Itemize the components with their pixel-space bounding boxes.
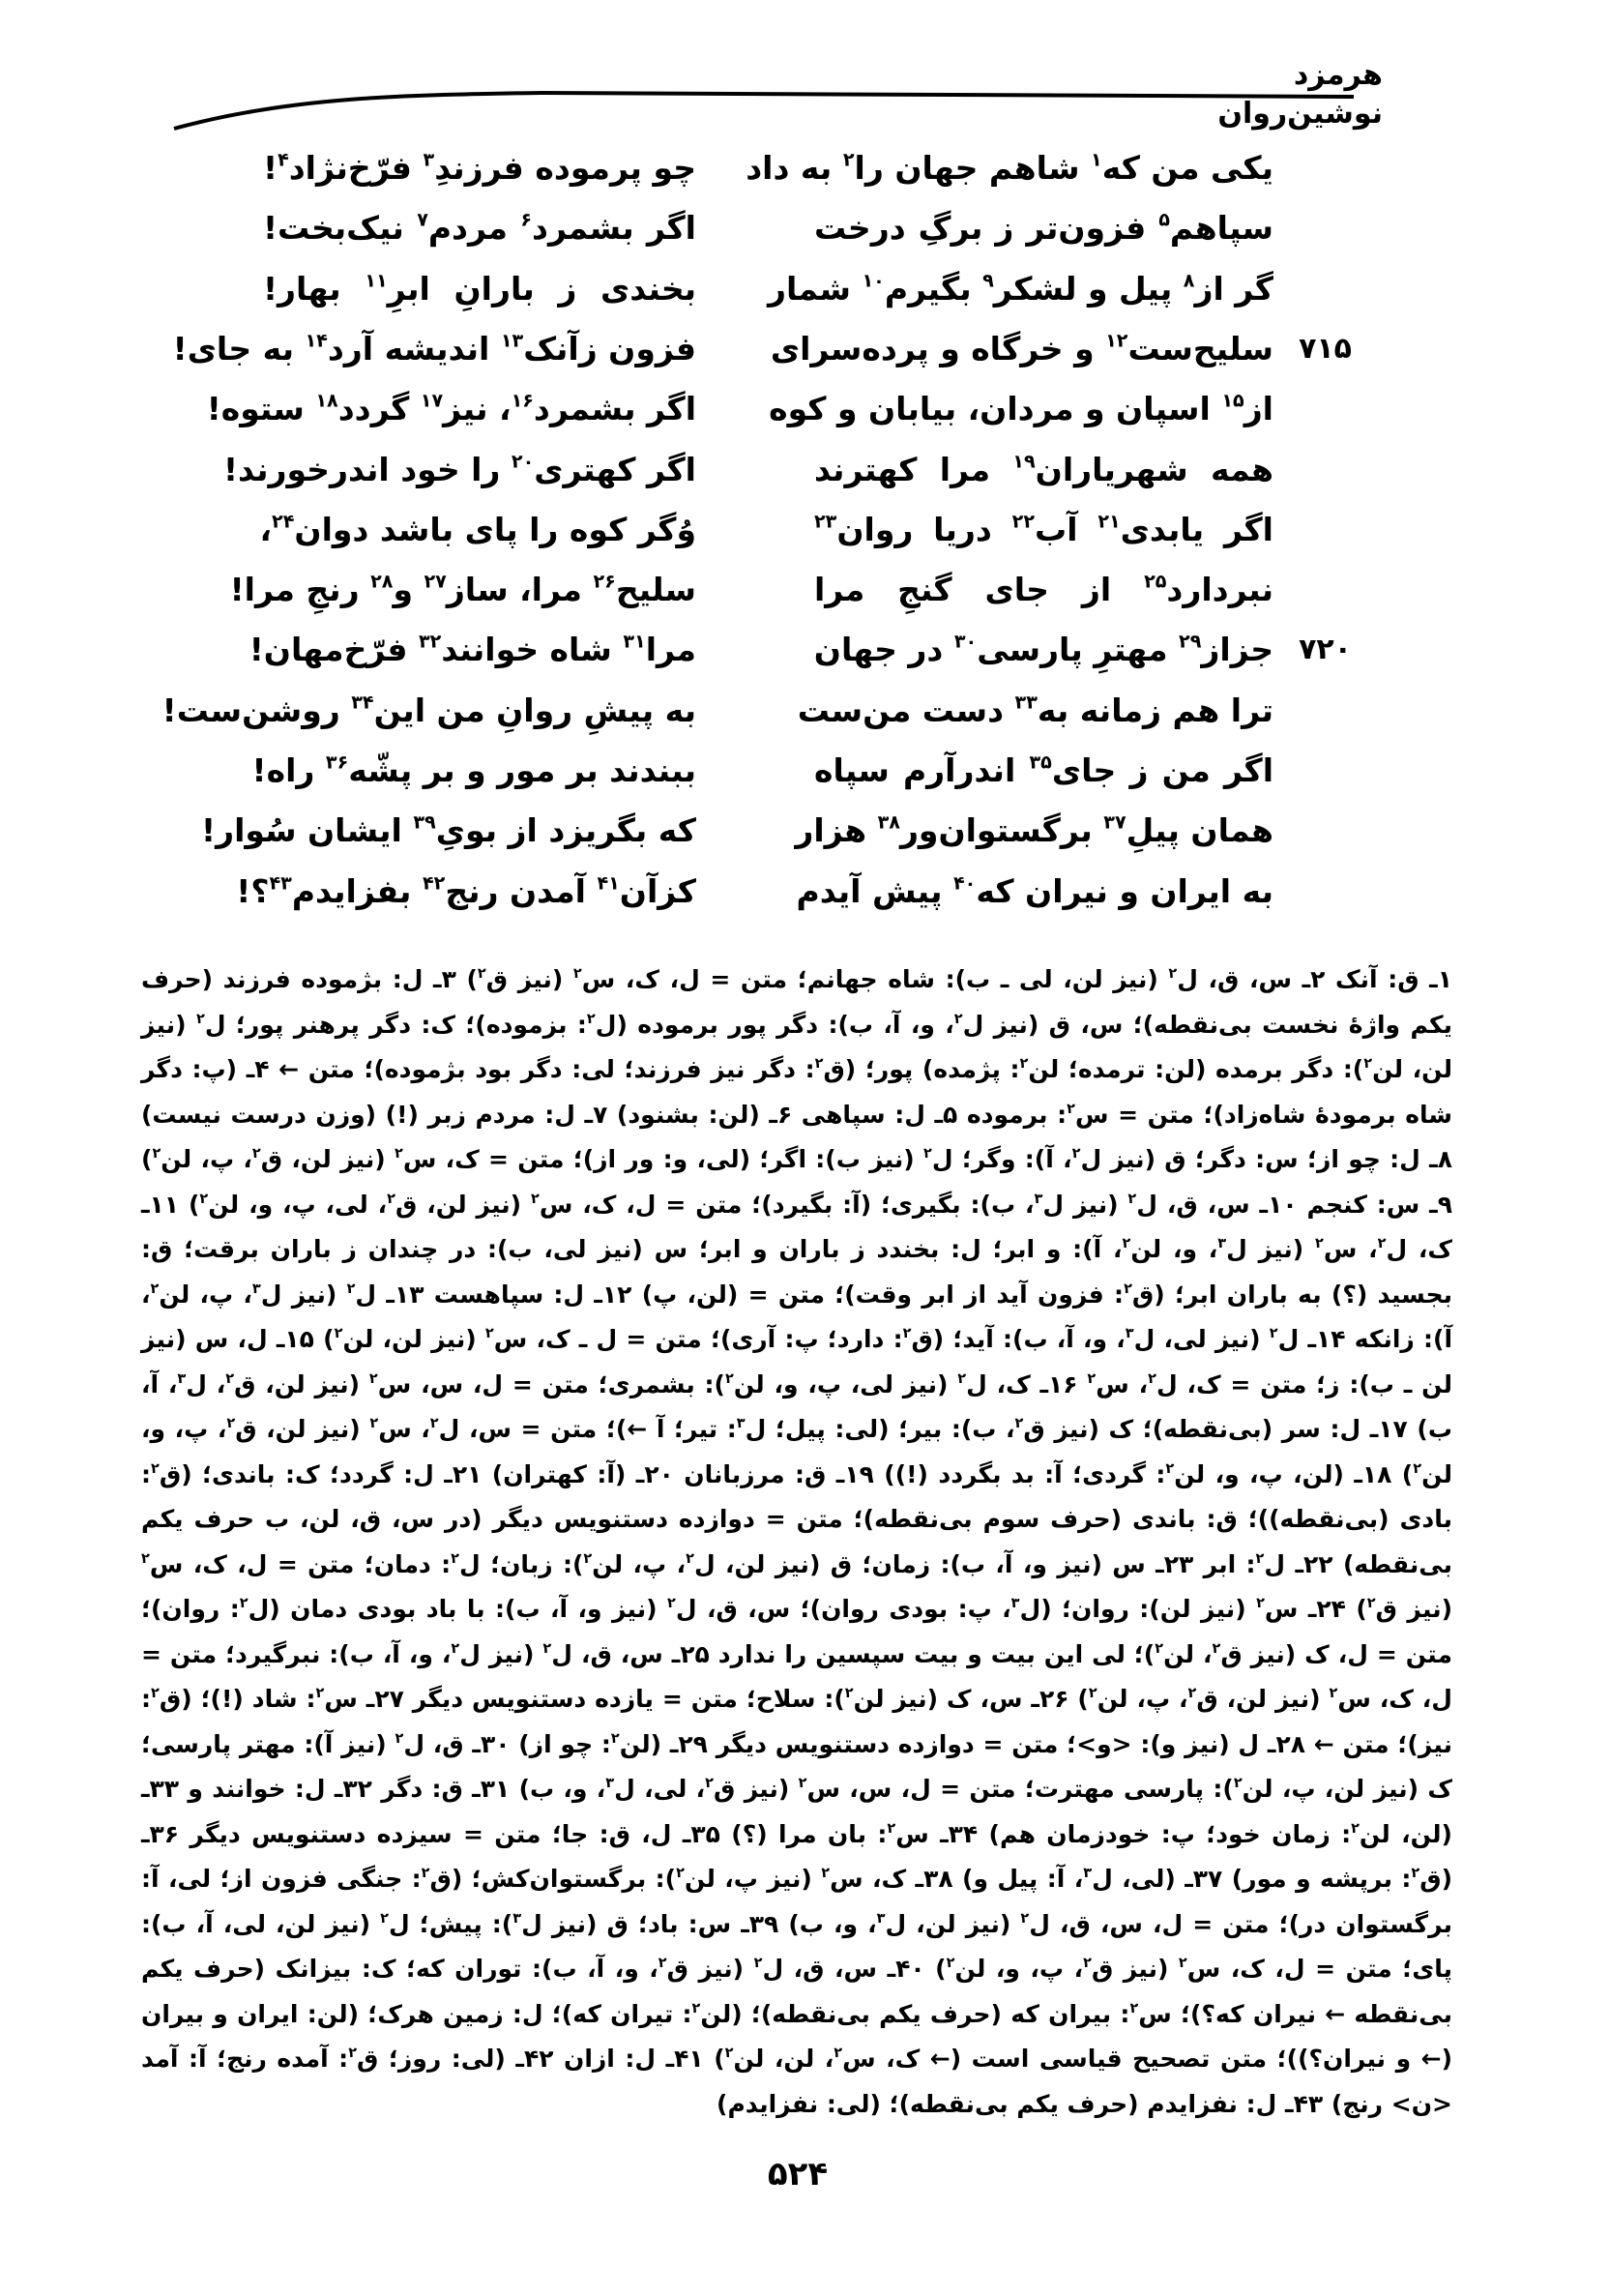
verse-hemistich-right: سپاهم$^۵$ فزون‌تر ز برگِ درخت xyxy=(814,208,1273,248)
verse-hemistich-left: مرا$^{۳۱}$ شاه خوانند$^{۳۲}$ فرّخ‌مهان! xyxy=(249,631,696,669)
verse-hemistich-left: سلیح$^{۲۶}$ مرا، ساز$^{۲۷}$ و$^{۲۸}$ رنجِ مرا! xyxy=(229,570,696,609)
verse-hemistich-left: فزون زآنک$^{۱۳}$ اندیشه آرد$^{۱۴}$ به جای! xyxy=(172,329,696,368)
verse-hemistich-left: اگر کهتری$^{۲۰}$ را خود اندرخورند! xyxy=(222,450,696,488)
verse-hemistich-left: اگر بشمرد$^۶$ مردم$^۷$ نیک‌بخت! xyxy=(263,208,696,248)
verse-hemistich-right: همان پیلِ$^{۳۷}$ برگستوان‌ور$^{۳۸}$ هزار xyxy=(795,810,1273,850)
verse-hemistich-left: وُگر کوه را پای باشد دوان$^{۲۴}$، xyxy=(259,510,696,548)
running-head: هرمزد نوشین‌روان xyxy=(1217,58,1383,131)
verse-hemistich-right: یکی من که$^۱$ شاهم جهان را$^۲$ به داد xyxy=(746,148,1273,187)
verse-hemistich-right: نبردارد$^{۲۵}$ از جای گنجِ مرا xyxy=(814,570,1273,609)
verse-hemistich-left: چو پرموده فرزندِ$^۳$ فرّخ‌نژاد$^۴$! xyxy=(263,148,697,187)
verse-number: ۷۲۰ xyxy=(1299,633,1352,667)
verse-hemistich-left: کزآن$^{۴۱}$ آمدن رنج$^{۴۲}$ بفزایدم$^{۴۳}$؟! xyxy=(236,871,696,910)
verse-hemistich-right: از$^{۱۵}$ اسپان و مردان، بیابان و کوه xyxy=(769,389,1273,428)
verse-hemistich-left: اگر بشمرد$^{۱۶}$، نیز$^{۱۷}$ گردد$^{۱۸}$ ستوه! xyxy=(206,389,696,428)
verse-hemistich-right: سلیح‌ست$^{۱۲}$ و خرگاه و پرده‌سرای xyxy=(770,329,1273,368)
verse-hemistich-left: که بگریزد از بویِ$^{۳۹}$ ایشان سُوار! xyxy=(201,810,696,850)
page-number: ۵۲۴ xyxy=(767,2155,829,2193)
verse-hemistich-right: همه شهریاران$^{۱۹}$ مرا کهترند xyxy=(814,450,1273,488)
verse-hemistich-right: گر از$^۸$ پیل و لشکر$^۹$ بگیرم$^{۱۰}$ شمار xyxy=(768,269,1273,308)
verse-hemistich-right: جزاز$^{۲۹}$ مهترِ پارسی$^{۳۰}$ در جهان xyxy=(813,631,1273,669)
verse-area xyxy=(0,0,1609,928)
footnote-text: ۱ـ ق: آنک ۲ـ س، ق، ل$^۲$ (نیز لن، لی ـ ب): شاه جهانم؛ متن = ل، ک، س$^۲$ (نیز ق$^۲$) ۳ـ ل: بژموده فرزند (حرف یکم واژهٔ نخست بی‌نقطه)؛ س، ق (نیز ل$^۲$، و، آ، ب): دگر پور برموده (ل$^۲$: بزموده)؛ ک: دگر پرهنر پور؛ ل$^۲$ (نیز لن، لن$^۲$): دگر برمده (لن: ترمده؛ لن$^۲$: پژمده) پور؛ (ق$^۲$: دگر نیز فرزند؛ لی: دگر بود بژموده)؛ متن ← ۴ـ (پ: دگر شاه برمودهٔ شاه‌زاد)؛ متن = س$^۲$: برموده ۵ـ ل: سپاهی ۶ـ (لن: بشنود) ۷ـ ل: مردم زبر (!) (وزن درست نیست) ۸ـ ل: چو از؛ س: دگر؛ ق (نیز ل$^۲$، آ): وگر؛ ل$^۲$ (نیز ب): اگر؛ (لی، و: ور از)؛ متن = ک، س$^۲$ (نیز لن، ق$^۲$، پ، لن$^۲$) ۹ـ س: کنجم ۱۰ـ س، ق، ل$^۲$ (نیز ل$^۳$، ب): بگیری؛ (آ: بگیرد)؛ متن = ل، ک، س$^۲$ (نیز لن، ق$^۲$، لی، پ، و، لن$^۲$) ۱۱ـ ک، ل$^۲$، س$^۲$ (نیز ل$^۳$، و، لن$^۲$، آ): و ابر؛ ل: بخندد ز باران و ابر؛ س (نیز لی، ب): در چندان ز باران برقت؛ ق: بجسید (؟) به باران ابر؛ (ق$^۲$: فزون آید از ابر وقت)؛ متن = (لن، پ) ۱۲ـ ل: سپاهست ۱۳ـ ل$^۲$ (نیز ل$^۳$، پ، لن$^۲$، آ): زانکه ۱۴ـ ل$^۲$ (نیز لی، ل$^۳$، و، آ، ب): آید؛ (ق$^۲$: دارد؛ پ: آری)؛ متن = ل ـ ک، س$^۲$ (نیز لن، لن$^۲$) ۱۵ـ ل، س (نیز لن ـ ب): ز؛ متن = ک، ل$^۲$، س$^۲$ ۱۶ـ ک، ل$^۲$ (نیز لی، پ، و، لن$^۲$): بشمری؛ متن = ل، س، س$^۲$ (نیز لن، ق$^۲$، ل$^۳$، آ، ب) ۱۷ـ ل: سر (بی‌نقطه)؛ ک (نیز ق$^۲$، ب): بیر؛ (لی: پیل؛ ل$^۳$: تیر؛ آ ←)؛ متن = س، ل$^۲$، س$^۲$ (نیز لن، ق$^۲$، پ، و، لن$^۲$) ۱۸ـ (لن، پ، و، لن$^۲$: گردی؛ آ: بد بگردد (!)) ۱۹ـ ق: مرزبانان ۲۰ـ (آ: کهتران) ۲۱ـ ل: گردد؛ ک: باندی؛ (ق$^۲$: بادی (بی‌نقطه))؛ ق: باندی (حرف سوم بی‌نقطه)؛ متن = دوازده دستنویس دیگر (در س، ق، لن، ب حرف یکم بی‌نقطه) ۲۲ـ ل$^۲$: ابر ۲۳ـ س (نیز و، آ، ب): زمان؛ ق (نیز لن، ل$^۲$، پ، لن$^۲$): زبان؛ ل$^۲$: دمان؛ متن = ل، ک، س$^۲$ (نیز ق$^۲$) ۲۴ـ س$^۲$ (نیز لن): روان؛ (ل$^۳$، پ: بودی روان)؛ س، ق، ل$^۲$ (نیز و، آ، ب): با باد بودی دمان (ل$^۲$: روان)؛ متن = ل، ک (نیز ق$^۲$، لن$^۲$)؛ لی این بیت و بیت سپسین را ندارد ۲۵ـ س، ق، ل$^۲$ (نیز ل$^۲$، و، آ، ب): نبرگیرد؛ متن = ل، ک، س$^۲$ (نیز لن، ق$^۲$، پ، لن$^۲$) ۲۶ـ س، ک (نیز لن$^۲$): سلاح؛ متن = یازده دستنویس دیگر ۲۷ـ س$^۲$: شاد (!)؛ (ق$^۲$: نیز)؛ متن ← ۲۸ـ ل (نیز و): <و>؛ متن = دوازده دستنویس دیگر ۲۹ـ (لن$^۲$: چو از) ۳۰ـ ق، ل$^۲$ (نیز آ): مهتر پارسی؛ ک (نیز لن، پ، لن$^۲$): پارسی مهترت؛ متن = ل، س، س$^۲$ (نیز ق$^۲$، لی، ل$^۳$، و، ب) ۳۱ـ ق: دگر ۳۲ـ ل: خوانند و ۳۳ـ (لن، لن$^۲$: زمان خود؛ پ: خودزمان هم) ۳۴ـ س$^۲$: بان مرا (؟) ۳۵ـ ل، ق: جا؛ متن = سیزده دستنویس دیگر ۳۶ـ (ق$^۲$: برپشه و مور) ۳۷ـ (لی، ل$^۳$، آ: پیل و) ۳۸ـ ک، س$^۲$ (نیز پ، لن$^۲$): برگستوان‌کش؛ (ق$^۲$: جنگی فزون از؛ لی، آ: برگستوان در)؛ متن = ل، س، ق، ل$^۲$ (نیز لن، ل$^۳$، و، ب) ۳۹ـ س: باد؛ ق (نیز ل$^۳$): پیش؛ ل$^۲$ (نیز لن، لی، آ، ب): پای؛ متن = ل، ک، س$^۲$ (نیز ق$^۲$، پ، و، لن$^۲$) ۴۰ـ س، ق، ل$^۲$ (نیز ق$^۲$، و، آ، ب): توران که؛ ک: بیزانک (حرف یکم بی‌نقطه ← نیران که؟)؛ س$^۲$: بیران که (حرف یکم بی‌نقطه)؛ (لن$^۲$: تیران که)؛ ل: زمین هرک؛ (لن: ایران و بیران (← و نیران؟))؛ متن تصحیح قیاسی است (← ک، س$^۲$، لن، لن$^۲$) ۴۱ـ ل: ازان ۴۲ـ (لی: روز؛ ق$^۲$: آمده رنج؛ آ: آمد <ن> رنج) ۴۳ـ ل: نفزایدم (حرف یکم بی‌نقطه)؛ (لی: نفزایدم) xyxy=(141,965,1453,2118)
verse-hemistich-right: به ایران و نیران که$^{۴۰}$ پیش آیدم xyxy=(796,871,1273,910)
verse-hemistich-left: به پیشِ روانِ من این$^{۳۴}$ روشن‌ست! xyxy=(161,691,696,729)
verse-number: ۷۱۵ xyxy=(1299,331,1352,366)
verse-hemistich-right: اگر یابدی$^{۲۱}$ آب$^{۲۲}$ دریا روان$^{۲۳}$ xyxy=(814,510,1273,548)
footnotes xyxy=(141,957,1452,2127)
verse-hemistich-left: بخندی ز بارانِ ابرِ$^{۱۱}$ بهار! xyxy=(263,269,696,308)
verse-hemistich-left: ببندند بر مور و بر پشّه$^{۳۶}$ راه! xyxy=(251,751,696,789)
verse-hemistich-right: ترا هم زمانه به$^{۳۳}$ دست من‌ست xyxy=(797,691,1273,729)
verse-hemistich-right: اگر من ز جای$^{۳۵}$ اندرآرم سپاه xyxy=(814,751,1274,789)
